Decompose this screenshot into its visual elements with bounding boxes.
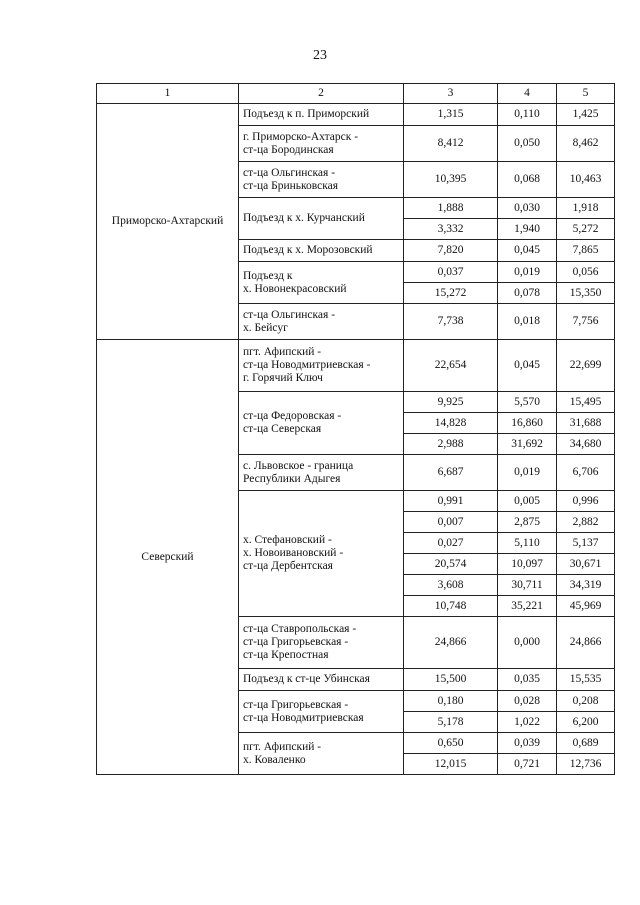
value-cell: 7,820: [404, 240, 498, 262]
road-name-line: х. Новоивановский -: [243, 547, 344, 559]
value-cell: 15,535: [557, 669, 615, 691]
value-cell: 2,882: [557, 512, 615, 533]
value-cell: 8,412: [404, 126, 498, 162]
value-cell: 7,865: [557, 240, 615, 262]
road-name-line: ст-ца Бриньковская: [243, 179, 339, 192]
value-cell: 0,721: [498, 754, 557, 775]
value-cell: 0,650: [404, 733, 498, 754]
value-cell: 2,988: [404, 434, 498, 455]
road-name: [239, 455, 404, 491]
value-cell: 0,037: [404, 262, 498, 283]
value-cell: 10,097: [498, 554, 557, 575]
road-name-line: Подъезд к п. Приморский: [243, 108, 370, 120]
road-name: [239, 617, 404, 669]
value-cell: 12,015: [404, 754, 498, 775]
road-name-line: ст-ца Федоровская -: [243, 410, 342, 422]
value-cell: 16,860: [498, 413, 557, 434]
value-cell: 0,018: [498, 304, 557, 340]
road-name-line: ст-ца Бородинская: [243, 143, 334, 156]
value-cell: 20,574: [404, 554, 498, 575]
road-name: [239, 262, 404, 304]
road-name-line: Подъезд к х. Курчанский: [243, 212, 365, 224]
value-cell: 5,178: [404, 712, 498, 733]
road-name-line: Подъезд к х. Морозовский: [243, 244, 373, 256]
value-cell: 0,030: [498, 198, 557, 219]
road-name-line: х. Коваленко: [243, 753, 306, 766]
road-name: [239, 669, 404, 691]
value-cell: 6,200: [557, 712, 615, 733]
roads-table: [96, 83, 615, 775]
road-name-line: х. Стефановский -: [243, 534, 332, 546]
road-name: [239, 491, 404, 617]
value-cell: 0,056: [557, 262, 615, 283]
value-cell: 7,738: [404, 304, 498, 340]
district-name: Северский: [97, 340, 239, 775]
column-header: 5: [557, 84, 615, 104]
value-cell: 30,671: [557, 554, 615, 575]
road-name-line: ст-ца Григорьевская -: [243, 698, 349, 711]
value-cell: 0,000: [498, 617, 557, 669]
value-cell: 10,463: [557, 162, 615, 198]
value-cell: 14,828: [404, 413, 498, 434]
value-cell: 15,272: [404, 283, 498, 304]
value-cell: 5,137: [557, 533, 615, 554]
column-header: 1: [97, 84, 239, 104]
value-cell: 15,500: [404, 669, 498, 691]
value-cell: 1,918: [557, 198, 615, 219]
road-name-line: ст-ца Дербентская: [243, 560, 333, 572]
value-cell: 1,888: [404, 198, 498, 219]
value-cell: 10,395: [404, 162, 498, 198]
value-cell: 22,654: [404, 340, 498, 392]
value-cell: 0,035: [498, 669, 557, 691]
column-header: 3: [404, 84, 498, 104]
column-header: 2: [239, 84, 404, 104]
value-cell: 15,350: [557, 283, 615, 304]
value-cell: 30,711: [498, 575, 557, 596]
value-cell: 0,068: [498, 162, 557, 198]
column-header: 4: [498, 84, 557, 104]
road-name-line: ст-ца Новодмитриевская: [243, 711, 364, 724]
road-name-line: ст-ца Григорьевская -: [243, 636, 349, 648]
road-name-line: ст-ца Новодмитриевская -: [243, 359, 371, 371]
value-cell: 0,996: [557, 491, 615, 512]
value-cell: 24,866: [404, 617, 498, 669]
road-name: [239, 392, 404, 455]
table-row: [97, 340, 615, 392]
value-cell: 31,692: [498, 434, 557, 455]
value-cell: 5,110: [498, 533, 557, 554]
road-name-line: х. Новонекрасовский: [243, 282, 347, 295]
district-name: Приморско-Ахтарский: [97, 104, 239, 340]
value-cell: 0,208: [557, 691, 615, 712]
value-cell: 1,315: [404, 104, 498, 126]
value-cell: 0,039: [498, 733, 557, 754]
value-cell: 31,688: [557, 413, 615, 434]
road-name: [239, 340, 404, 392]
road-name: [239, 104, 404, 126]
value-cell: 8,462: [557, 126, 615, 162]
header-row: [97, 84, 615, 104]
value-cell: 15,495: [557, 392, 615, 413]
value-cell: 0,991: [404, 491, 498, 512]
road-name-line: с. Львовское - граница: [243, 459, 354, 472]
value-cell: 1,940: [498, 219, 557, 240]
road-name: [239, 304, 404, 340]
value-cell: 34,680: [557, 434, 615, 455]
value-cell: 3,608: [404, 575, 498, 596]
road-name-line: г. Приморско-Ахтарск -: [243, 130, 359, 143]
value-cell: 2,875: [498, 512, 557, 533]
value-cell: 5,570: [498, 392, 557, 413]
road-name-line: ст-ца Ставропольская -: [243, 623, 357, 635]
road-name-line: Подъезд к ст-це Убинская: [243, 673, 370, 685]
road-name: [239, 126, 404, 162]
value-cell: 24,866: [557, 617, 615, 669]
value-cell: 9,925: [404, 392, 498, 413]
road-name-line: пгт. Афипский -: [243, 346, 322, 358]
road-name: [239, 162, 404, 198]
table-row: [97, 104, 615, 126]
value-cell: 0,028: [498, 691, 557, 712]
value-cell: 0,019: [498, 455, 557, 491]
value-cell: 7,756: [557, 304, 615, 340]
value-cell: 35,221: [498, 596, 557, 617]
road-name: [239, 198, 404, 240]
road-name-line: ст-ца Крепостная: [243, 649, 329, 661]
page-number: 23: [313, 48, 327, 63]
value-cell: 0,045: [498, 240, 557, 262]
value-cell: 0,027: [404, 533, 498, 554]
value-cell: 34,319: [557, 575, 615, 596]
road-name-line: ст-ца Ольгинская -: [243, 308, 336, 321]
value-cell: 3,332: [404, 219, 498, 240]
value-cell: 0,180: [404, 691, 498, 712]
value-cell: 6,706: [557, 455, 615, 491]
road-name-line: х. Бейсуг: [243, 321, 288, 334]
road-name-line: Подъезд к: [243, 269, 293, 282]
road-name-line: Республики Адыгея: [243, 472, 341, 485]
value-cell: 22,699: [557, 340, 615, 392]
value-cell: 0,050: [498, 126, 557, 162]
road-name-line: г. Горячий Ключ: [243, 372, 323, 384]
value-cell: 45,969: [557, 596, 615, 617]
value-cell: 12,736: [557, 754, 615, 775]
value-cell: 0,005: [498, 491, 557, 512]
road-name: [239, 691, 404, 733]
value-cell: 10,748: [404, 596, 498, 617]
road-name-line: пгт. Афипский -: [243, 740, 322, 753]
value-cell: 0,078: [498, 283, 557, 304]
road-name: [239, 733, 404, 775]
value-cell: 5,272: [557, 219, 615, 240]
value-cell: 0,045: [498, 340, 557, 392]
value-cell: 0,689: [557, 733, 615, 754]
road-name: [239, 240, 404, 262]
value-cell: 0,110: [498, 104, 557, 126]
value-cell: 0,007: [404, 512, 498, 533]
value-cell: 1,425: [557, 104, 615, 126]
value-cell: 6,687: [404, 455, 498, 491]
value-cell: 1,022: [498, 712, 557, 733]
value-cell: 0,019: [498, 262, 557, 283]
road-name-line: ст-ца Ольгинская -: [243, 166, 336, 179]
road-name-line: ст-ца Северская: [243, 423, 322, 435]
